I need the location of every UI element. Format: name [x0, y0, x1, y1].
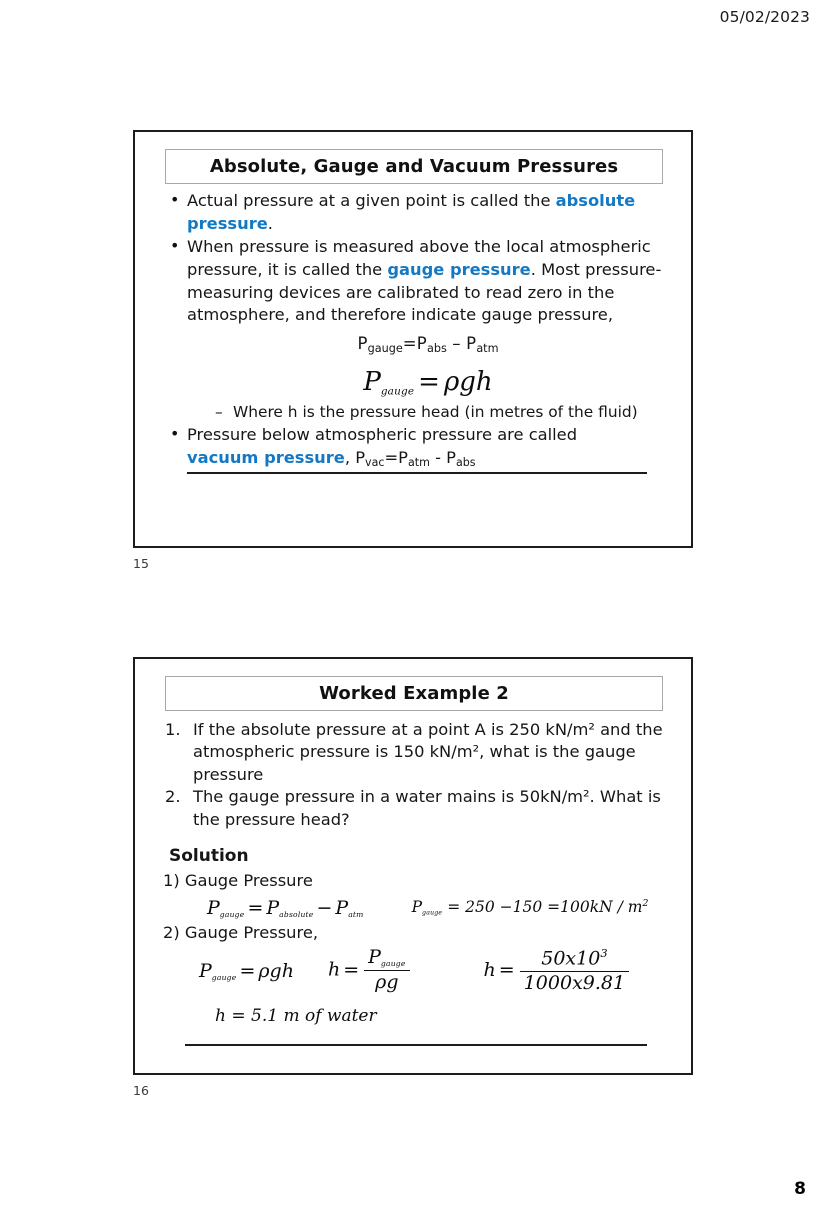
vacuum-formula-lhs-base: P	[355, 447, 366, 467]
slide-title-box	[165, 676, 663, 711]
list-item	[163, 190, 669, 235]
question-marker: 1.	[165, 720, 181, 739]
eq-equals: =	[247, 896, 264, 919]
eq-term1-base: P	[266, 896, 280, 919]
vacuum-formula-equals: =	[384, 447, 399, 467]
fraction-denominator: 1000x9.81	[523, 971, 626, 994]
slide-worked-example-2	[133, 657, 693, 1075]
page-number: 8	[794, 1179, 806, 1199]
vacuum-pressure-line	[187, 447, 669, 470]
vacuum-formula-term1-subscript: atm	[407, 455, 430, 469]
bullet-highlight-absolute-pressure: absolute pressure	[187, 191, 636, 233]
equation-h-symbolic	[328, 947, 412, 994]
vacuum-formula-term2-base: P	[446, 447, 456, 467]
fraction-numerator	[364, 947, 409, 971]
bullet-text-part: . Most pressure-measuring devices are calibrated to read zero in the atmosphere, and therefore indicate gauge pressure,	[187, 259, 662, 325]
eq-lhs-subscript: gauge	[219, 909, 245, 919]
num-exponent: 3	[600, 945, 608, 960]
solution-heading: Solution	[169, 846, 249, 867]
list-item	[163, 236, 669, 423]
eq-lhs-base: P	[199, 959, 212, 982]
slide-title: Worked Example 2	[319, 683, 509, 704]
eq-term2-base: P	[335, 896, 349, 919]
bullet-highlight-vacuum-pressure: vacuum pressure	[187, 447, 345, 467]
list-item	[163, 786, 669, 831]
bullet-text-period: .	[267, 213, 273, 233]
slide-caption-15: 15	[133, 556, 149, 571]
equation-pressure-head	[199, 958, 294, 984]
slide-divider-rule	[187, 472, 647, 474]
bullet-highlight-gauge-pressure: gauge pressure	[387, 259, 531, 279]
slide-body	[135, 184, 691, 474]
question-list	[163, 719, 669, 831]
question-marker: 2.	[165, 787, 181, 807]
solution-final-answer	[163, 1005, 669, 1029]
solution-step-2-label: 2) Gauge Pressure,	[163, 923, 319, 943]
list-item	[163, 424, 669, 470]
eq-result-unit-exponent: 2	[642, 897, 649, 909]
slide-title: Absolute, Gauge and Vacuum Pressures	[209, 156, 619, 177]
num-subscript: gauge	[380, 959, 406, 969]
math-equals: =	[418, 366, 440, 397]
vacuum-formula-term1-base: P	[398, 447, 408, 467]
equation-gauge-definition	[207, 895, 364, 921]
equation-h-numeric	[484, 947, 632, 995]
eq-result-base: P	[411, 898, 423, 917]
formula-lhs-base: P	[357, 333, 368, 353]
slide-title-box	[165, 149, 663, 184]
vacuum-formula-term2-subscript: abs	[455, 455, 476, 469]
formula-lhs-subscript: gauge	[367, 341, 403, 355]
eq-lhs-subscript: gauge	[211, 972, 237, 982]
bullet-text-vacuum-lead: Pressure below atmospheric pressure are called	[187, 425, 578, 445]
eq-equals: =	[239, 959, 256, 982]
eq-equals: =	[343, 958, 360, 981]
math-lhs-subscript: gauge	[380, 384, 415, 397]
bullet-list	[163, 190, 669, 470]
list-item	[163, 719, 669, 786]
solution-step-1-label: 1) Gauge Pressure	[163, 871, 313, 891]
vacuum-formula-lhs-subscript: vac	[365, 455, 385, 469]
question-text: The gauge pressure in a water mains is 50kN/m². What is the pressure head?	[193, 787, 661, 829]
equation-result-h: h = 5.1 m of water	[215, 1005, 377, 1026]
sub-bullet-pressure-head-note: – Where h is the pressure head (in metres of the fluid)	[187, 402, 669, 423]
formula-term1-base: P	[416, 333, 427, 353]
equation-gauge-numeric	[412, 897, 649, 919]
fraction	[364, 947, 409, 994]
eq-result-subscript: gauge	[422, 909, 443, 917]
eq-minus: −	[316, 896, 333, 919]
formula-gauge-definition	[187, 333, 669, 357]
solution-step-2-equations	[163, 947, 669, 995]
question-text: If the absolute pressure at a point A is 250 kN/m² and the atmospheric pressure is 150 kN/m², what is the gauge pressure	[193, 720, 663, 784]
fraction	[520, 947, 629, 995]
slide-divider-rule	[185, 1044, 647, 1046]
eq-rhs: ρgh	[258, 959, 294, 982]
solution-step-1-equations	[163, 895, 669, 921]
formula-equals: =	[402, 333, 417, 353]
vacuum-formula-minus: -	[435, 447, 441, 467]
formula-term2-subscript: atm	[476, 341, 499, 355]
bullet-text-part: Actual pressure at a given point is called the	[187, 191, 556, 210]
math-rhs: ρgh	[443, 366, 493, 397]
num-value: 50x10	[541, 947, 601, 970]
slide-body	[135, 711, 691, 1046]
eq-term1-subscript: absolute	[279, 909, 314, 919]
eq-lhs-base: P	[207, 896, 220, 919]
eq-lhs: h	[483, 958, 496, 981]
formula-term2-base: P	[466, 333, 477, 353]
formula-term1-subscript: abs	[426, 341, 447, 355]
math-lhs-base: P	[363, 366, 381, 397]
eq-result-value: = 250 −150 =100kN / m	[447, 898, 643, 917]
bullet-text-part: When pressure is measured above the local atmospheric pressure, it is called the	[187, 237, 651, 279]
slide-absolute-gauge-vacuum-pressures	[133, 130, 693, 548]
page-date: 05/02/2023	[719, 8, 810, 26]
eq-term2-subscript: atm	[348, 909, 364, 919]
slide-caption-16: 16	[133, 1083, 149, 1098]
formula-pressure-head-equation	[187, 364, 669, 400]
eq-equals: =	[498, 958, 515, 981]
fraction-denominator: ρg	[375, 971, 399, 994]
formula-minus: –	[452, 333, 461, 353]
fraction-numerator	[520, 947, 629, 972]
vacuum-comma: ,	[344, 447, 356, 467]
num-base: P	[368, 946, 381, 969]
eq-lhs: h	[327, 958, 341, 981]
